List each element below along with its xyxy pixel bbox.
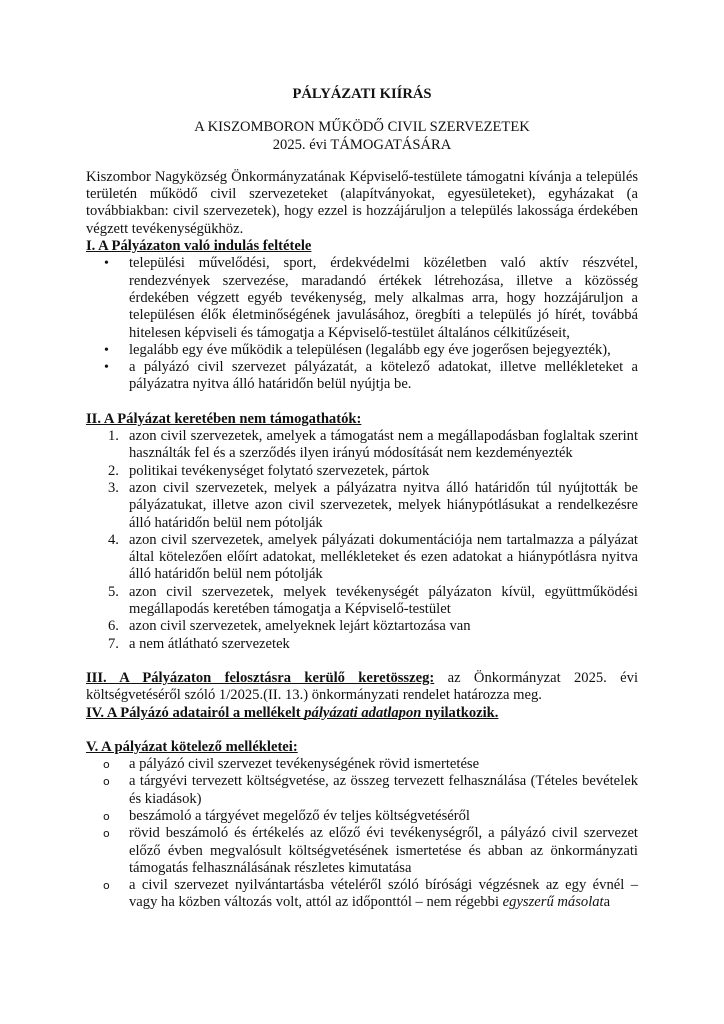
list-item: 1. azon civil szervezetek, amelyek a támogatást nem a megállapodásban foglaltak szerint használták fel és a szerződés ilyen irányú módosítását nem kezdeményezték bbox=[108, 428, 638, 462]
list-number: 6. bbox=[108, 618, 119, 635]
intro-paragraph: Kiszombor Nagyközség Önkormányzatának Képviselő-testülete támogatni kívánja a település területén működő civil szervezeteket (alapítványokat, egyesületeket), egyházakat (a továbbiakban: civil szervezetek), hogy ezzel is hozzájáruljon a település lakossága érdekében végzett tevékenységükhöz. bbox=[86, 168, 638, 237]
section-heading: II. A Pályázat keretében nem támogathatók: bbox=[86, 410, 362, 427]
section-heading: III. A Pályázaton felosztásra kerülő keretösszeg: bbox=[86, 669, 435, 686]
section-eligibility bbox=[86, 238, 638, 394]
section-heading: V. A pályázat kötelező mellékletei: bbox=[86, 738, 298, 755]
list-item: 5. azon civil szervezetek, melyek tevékenységét pályázaton kívül, együttműködési megállapodás keretében támogatja a Képviselő-testület bbox=[108, 583, 638, 618]
document-subtitle bbox=[86, 119, 638, 154]
datasheet-reference: pályázati adatlapon bbox=[304, 704, 422, 721]
bullet-icon: • bbox=[104, 360, 109, 376]
circle-bullet-icon: o bbox=[103, 879, 110, 893]
list-item: 6. azon civil szervezetek, amelyeknek lejárt köztartozása van bbox=[108, 618, 471, 635]
list-number: 1. bbox=[108, 428, 119, 445]
circle-bullet-icon: o bbox=[103, 758, 110, 772]
list-item: • legalább egy éve működik a településen (legalább egy éve jogerősen bejegyezték), bbox=[104, 341, 611, 358]
list-item: o rövid beszámoló és értékelés az előző évi tevékenységről, a pályázó civil szervezet előző évben megvalósult költségvetésének ismertetése és abban az önkormányzati támogatás felhasználásának részletes kimutatása bbox=[103, 825, 638, 876]
list-item: 7. a nem átlátható szervezetek bbox=[108, 635, 290, 652]
list-number: 7. bbox=[108, 635, 119, 652]
document-page bbox=[86, 86, 638, 929]
not-supported-list bbox=[86, 428, 638, 653]
eligibility-list bbox=[86, 255, 638, 393]
bullet-icon: • bbox=[104, 256, 109, 272]
section-applicant-data: IV. A Pályázó adatairól a mellékelt pályázati adatlapon nyilatkozik. bbox=[86, 704, 499, 721]
circle-bullet-icon: o bbox=[103, 809, 110, 823]
bullet-icon: • bbox=[104, 342, 109, 358]
section-not-supported bbox=[86, 411, 638, 653]
section-attachments bbox=[86, 739, 638, 912]
list-number: 3. bbox=[108, 479, 119, 496]
list-item: 2. politikai tevékenységet folytató szervezetek, pártok bbox=[108, 462, 430, 479]
subtitle-line: 2025. évi TÁMOGATÁSÁRA bbox=[272, 136, 452, 153]
attachments-list bbox=[86, 756, 638, 912]
list-number: 4. bbox=[108, 531, 119, 548]
subtitle-line: A KISZOMBORON MŰKÖDŐ CIVIL SZERVEZETEK bbox=[194, 119, 530, 136]
list-number: 2. bbox=[108, 462, 119, 479]
section-heading: I. A Pályázaton való indulás feltétele bbox=[86, 238, 312, 255]
list-item: • települési művelődési, sport, érdekvédelmi közéletben való aktív részvétel, rendezvények szervezése, maradandó értékek létrehozása, illetve a közösség érdekében végzett egyéb tevékenység, mely alkalmas arra, hogy hozzájáruljon a településen élők életminőségének javulásához, öregbíti a település jó hírét, továbbá hitelesen képviseli és támogatja a Képviselő-testület általános célkitűzéseit, bbox=[104, 255, 638, 341]
list-item: • a pályázó civil szervezet pályázatát, a kötelező adatokat, illetve mellékleteket a pályázatra nyitva álló határidőn belül nyújtja be. bbox=[104, 359, 638, 393]
list-item: o beszámoló a tárgyévet megelőző év teljes költségvetéséről bbox=[103, 807, 470, 824]
circle-bullet-icon: o bbox=[103, 827, 110, 841]
list-number: 5. bbox=[108, 583, 119, 600]
list-item: o a pályázó civil szervezet tevékenységének rövid ismertetése bbox=[103, 756, 480, 773]
list-item: 3. azon civil szervezetek, melyek a pályázatra nyitva álló határidőn túl nyújtották be pályázatukat, illetve azon civil szervezetek, melyek hiánypótlásukat a rendelkezésre álló határidőn belül nem pótolják bbox=[108, 479, 638, 531]
list-item: o a civil szervezet nyilvántartásba vételéről szóló bírósági végzésnek az egy évnél – vagy ha közben változás volt, attól az időponttól – nem régebbi egyszerű másolata bbox=[103, 877, 638, 911]
section-text: az Önkormányzat 2025. évi költségvetéséről szóló 1/2025.(II. 13.) önkormányzati rendelet határozza meg. bbox=[86, 669, 639, 704]
document-title: PÁLYÁZATI KIÍRÁS bbox=[292, 86, 432, 102]
list-item: 4. azon civil szervezetek, amelyek pályázati dokumentációja nem tartalmazza a pályázat által kötelezően előírt adatokat, mellékleteket és ezen adatokat a hiánypótlásra nyitva álló határidőn belül nem pótolják bbox=[108, 531, 638, 583]
circle-bullet-icon: o bbox=[103, 775, 110, 789]
list-item: o a tárgyévi tervezett költségvetése, az összeg tervezett felhasználása (Tételes bevételek és kiadások) bbox=[103, 773, 638, 807]
section-budget bbox=[86, 670, 638, 705]
